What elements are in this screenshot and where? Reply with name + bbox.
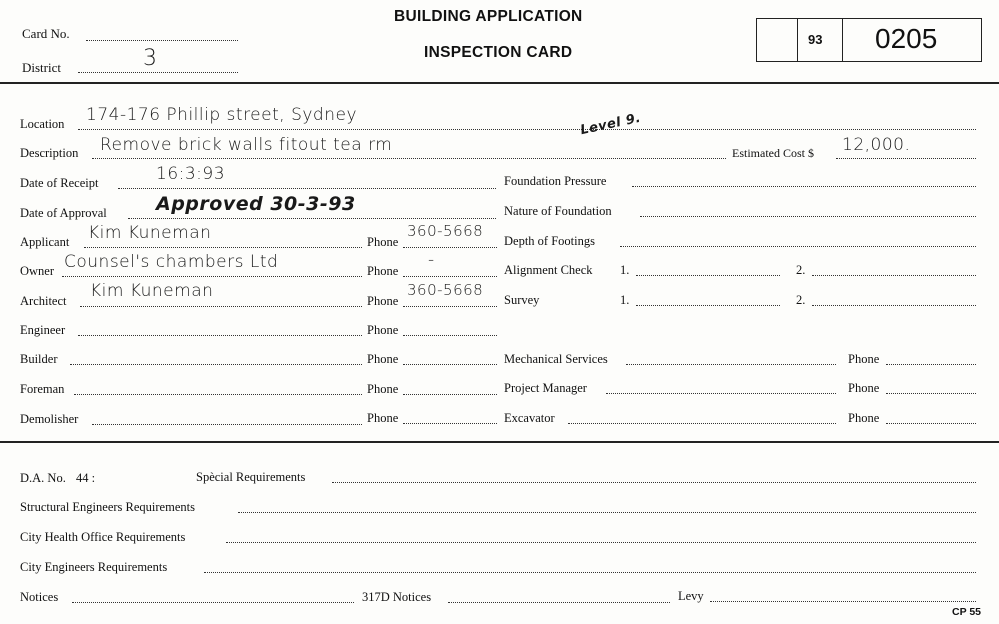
survey-field-1[interactable]: [636, 305, 780, 306]
mechanical-services-phone-field[interactable]: [886, 364, 976, 365]
engineer-phone-label: Phone: [367, 323, 399, 337]
depth-of-footings-field[interactable]: [620, 246, 976, 247]
location-value: 174-176 Phillip street, Sydney: [86, 105, 358, 125]
foreman-field[interactable]: [74, 394, 362, 395]
demolisher-phone-label: Phone: [367, 411, 399, 425]
card-year: 93: [808, 32, 823, 47]
estimated-cost-field[interactable]: [836, 158, 976, 159]
applicant-phone-field[interactable]: [403, 247, 497, 248]
form-title-line2: INSPECTION CARD: [424, 44, 573, 61]
applicant-label: Applicant: [20, 235, 70, 249]
depth-of-footings-label: Depth of Footings: [504, 234, 595, 248]
builder-phone-label: Phone: [367, 352, 399, 366]
project-manager-field[interactable]: [606, 393, 836, 394]
date-of-receipt-field[interactable]: [118, 188, 496, 189]
notices-317d-label: 317D Notices: [362, 590, 432, 604]
notices-label: Notices: [20, 590, 59, 604]
architect-value: Kim Kuneman: [90, 281, 214, 301]
demolisher-label: Demolisher: [20, 412, 79, 426]
owner-label: Owner: [20, 264, 55, 278]
builder-phone-field[interactable]: [403, 364, 497, 365]
owner-field[interactable]: [62, 276, 362, 277]
excavator-field[interactable]: [568, 423, 836, 424]
survey-field-2[interactable]: [812, 305, 976, 306]
architect-phone-value: 360-5668: [407, 281, 484, 299]
structural-engineers-field[interactable]: [238, 512, 976, 513]
foundation-pressure-label: Foundation Pressure: [504, 174, 607, 188]
header-divider: [0, 82, 999, 84]
mechanical-services-label: Mechanical Services: [504, 352, 608, 366]
notices-field[interactable]: [72, 602, 354, 603]
survey-num2: 2.: [796, 293, 806, 307]
district-value: 3: [143, 46, 158, 71]
applicant-phone-label: Phone: [367, 235, 399, 249]
nature-of-foundation-label: Nature of Foundation: [504, 204, 612, 218]
owner-value: Counsel's chambers Ltd: [64, 252, 279, 272]
engineer-phone-field[interactable]: [403, 335, 497, 336]
architect-field[interactable]: [80, 306, 362, 307]
city-engineers-field[interactable]: [204, 572, 976, 573]
city-engineers-label: City Engineers Requirements: [20, 560, 168, 574]
special-requirements-label: Spècial Requirements: [196, 470, 306, 484]
date-of-approval-field[interactable]: [128, 218, 496, 219]
card-no-field[interactable]: [86, 40, 238, 41]
description-note: Level 9.: [579, 110, 643, 139]
form-code: CP 55: [952, 606, 981, 618]
location-field[interactable]: [78, 129, 976, 130]
date-of-approval-label: Date of Approval: [20, 206, 107, 220]
city-health-label: City Health Office Requirements: [20, 530, 186, 544]
notices-317d-field[interactable]: [448, 602, 670, 603]
mechanical-services-field[interactable]: [626, 364, 836, 365]
project-manager-phone-label: Phone: [848, 381, 880, 395]
date-of-approval-value: Approved 30-3-93: [156, 193, 356, 215]
mechanical-services-phone-label: Phone: [848, 352, 880, 366]
description-field[interactable]: [92, 158, 726, 159]
foreman-phone-label: Phone: [367, 382, 399, 396]
location-label: Location: [20, 117, 65, 131]
card-serial-number: 0205: [875, 23, 938, 54]
foundation-pressure-field[interactable]: [632, 186, 976, 187]
demolisher-field[interactable]: [92, 424, 362, 425]
project-manager-label: Project Manager: [504, 381, 587, 395]
levy-field[interactable]: [710, 601, 976, 602]
architect-phone-field[interactable]: [403, 306, 497, 307]
excavator-phone-field[interactable]: [886, 423, 976, 424]
excavator-label: Excavator: [504, 411, 555, 425]
district-field[interactable]: [78, 72, 238, 73]
foreman-phone-field[interactable]: [403, 394, 497, 395]
da-no-label: D.A. No.: [20, 471, 66, 485]
special-requirements-field[interactable]: [332, 482, 976, 483]
architect-label: Architect: [20, 294, 67, 308]
owner-phone-label: Phone: [367, 264, 399, 278]
nature-of-foundation-field[interactable]: [640, 216, 976, 217]
card-number-box: [756, 18, 982, 62]
engineer-label: Engineer: [20, 323, 66, 337]
levy-label: Levy: [678, 589, 704, 603]
alignment-check-field-1[interactable]: [636, 275, 780, 276]
builder-field[interactable]: [70, 364, 362, 365]
alignment-check-field-2[interactable]: [812, 275, 976, 276]
applicant-phone-value: 360-5668: [407, 222, 484, 240]
card-no-label: Card No.: [22, 26, 70, 41]
demolisher-phone-field[interactable]: [403, 423, 497, 424]
estimated-cost-label: Estimated Cost $: [732, 146, 814, 160]
survey-label: Survey: [504, 293, 540, 307]
structural-engineers-label: Structural Engineers Requirements: [20, 500, 195, 514]
foreman-label: Foreman: [20, 382, 65, 396]
alignment-check-num1: 1.: [620, 263, 630, 277]
da-no-value: 44 :: [76, 471, 96, 485]
date-of-receipt-label: Date of Receipt: [20, 176, 99, 190]
project-manager-phone-field[interactable]: [886, 393, 976, 394]
date-of-receipt-value: 16:3:93: [156, 164, 226, 184]
description-value: Remove brick walls fitout tea rm: [100, 135, 393, 155]
section-divider: [0, 441, 999, 443]
owner-phone-field[interactable]: [403, 276, 497, 277]
alignment-check-label: Alignment Check: [504, 263, 593, 277]
excavator-phone-label: Phone: [848, 411, 880, 425]
district-label: District: [22, 60, 61, 75]
builder-label: Builder: [20, 352, 58, 366]
survey-num1: 1.: [620, 293, 630, 307]
city-health-field[interactable]: [226, 542, 976, 543]
form-title-line1: BUILDING APPLICATION: [394, 8, 583, 25]
estimated-cost-value: 12,000.: [842, 135, 911, 155]
description-label: Description: [20, 146, 79, 160]
applicant-value: Kim Kuneman: [88, 223, 212, 243]
owner-phone-value: -: [428, 250, 435, 270]
alignment-check-num2: 2.: [796, 263, 806, 277]
engineer-field[interactable]: [78, 335, 362, 336]
architect-phone-label: Phone: [367, 294, 399, 308]
applicant-field[interactable]: [84, 247, 362, 248]
